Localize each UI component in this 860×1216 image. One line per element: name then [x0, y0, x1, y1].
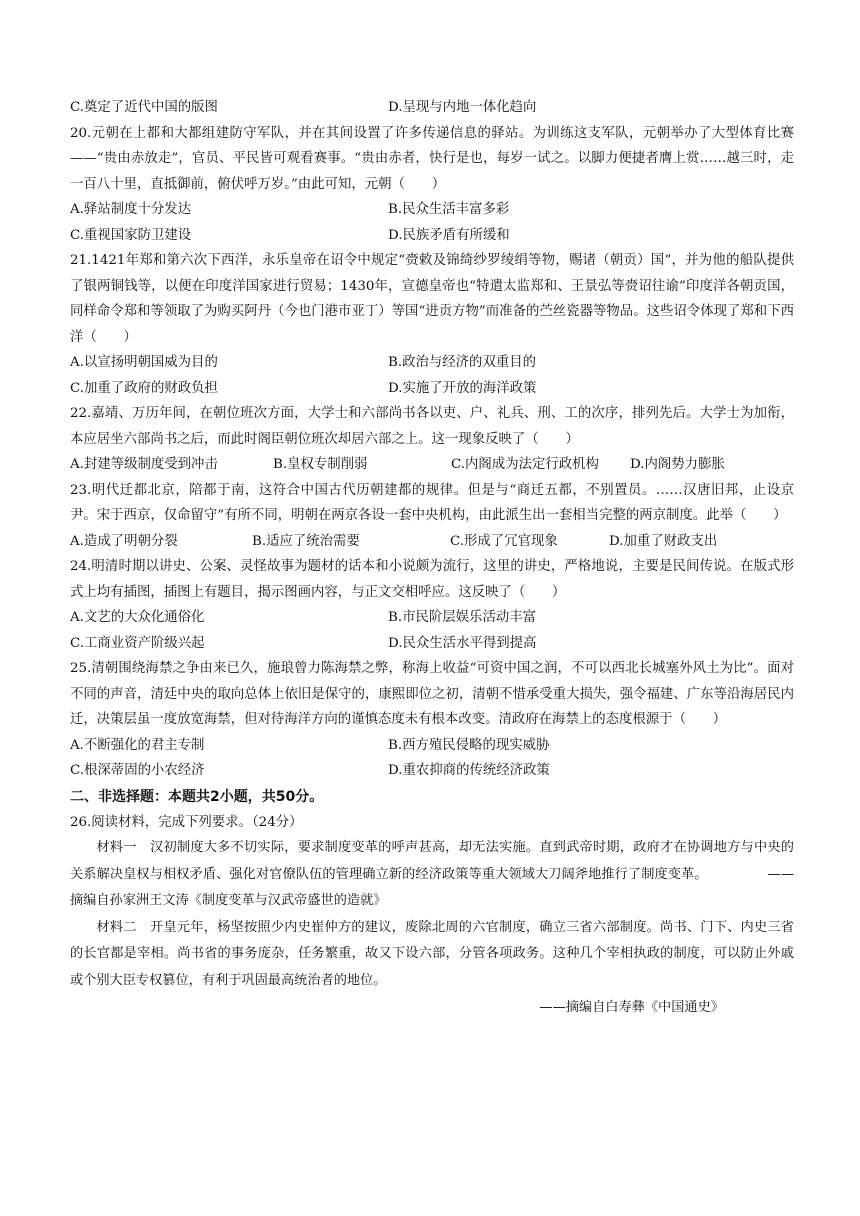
q24-option-a: A.文艺的大众化通俗化	[70, 610, 205, 625]
q20-option-d: D.民族矛盾有所缓和	[388, 227, 510, 243]
q25-options-row-2	[70, 758, 794, 784]
q24-stem: 24.明清时期以讲史、公案、灵怪故事为题材的话本和小说颇为流行，这里的讲史，严格地说，主要是民间传说。在版式形式上均有插图，插图上有题目，揭示图画内容，与正文交相呼应。这反映了（ ）	[70, 559, 794, 600]
q25-option-b: B.西方殖民侵略的现实威胁	[388, 737, 550, 753]
q22-stem: 22.嘉靖、万历年间，在朝位班次方面，大学士和六部尚书各以吏、户、礼兵、刑、工的次序，排列先后。大学士为加衔，本应居坐六部尚书之后，而此时阁臣朝位班次却居六部之上。这一现象反映了（ ）	[70, 406, 794, 447]
q21-stem: 21.1421年郑和第六次下西洋，永乐皇帝在诏令中规定“赍敕及锦绮纱罗绫绢等物，赐诸（朝贡）国”，并为他的船队提供了银两铜钱等，以便在印度洋国家进行贸易；1430年，宣德皇帝也“特遣太监郑和、王景弘等赍诏往谕”印度洋各朝贡国，同样命令郑和等领取了为购买阿丹（今也门港市亚丁）等国“进贡方物”而准备的苎丝瓷器等物品。这些诏令体现了郑和下西洋（ ）	[70, 253, 794, 345]
q20-option-b: B.民众生活丰富多彩	[388, 202, 510, 217]
q20-options-row-1	[70, 197, 794, 223]
q22-option-c: C.内阁成为法定行政机构	[451, 457, 599, 472]
q24-options-row-1	[70, 605, 794, 631]
q26-material-2-source: ——摘编自白寿彝《中国通史》	[539, 1000, 724, 1015]
q25-options-row-1	[70, 733, 794, 759]
q21-option-c: C.加重了政府的财政负担	[70, 380, 218, 396]
q20-option-c: C.重视国家防卫建设	[70, 227, 192, 243]
q23-option-c: C.形成了冗官现象	[450, 533, 558, 549]
q23-option-d: D.加重了财政支出	[609, 533, 718, 549]
q24-options-row-2	[70, 631, 794, 657]
exam-page	[70, 95, 794, 1022]
q19-option-d: D.呈现与内地一体化趋向	[388, 100, 537, 115]
q21-option-d: D.实施了开放的海洋政策	[388, 380, 537, 396]
q26-material-2: 材料二 开皇元年，杨坚按照少内史崔仲方的建议，废除北周的六官制度，确立三省六部制度。尚书、门下、内史三省的长官都是宰相。尚书省的事务庞杂，任务繁重，故又下设六部，分管各项政务。这种几个宰相执政的制度，可以防止外戚或个别大臣专权篡位，有利于巩固最高统治者的地位。	[70, 919, 794, 988]
q25-stem: 25.清朝围绕海禁之争由来已久，施琅曾力陈海禁之弊，称海上收益“可资中国之润，不可以西北长城塞外风土为比”。面对不同的声音，清廷中央的取向总体上依旧是保守的，康熙即位之初，清朝不惜承受重大损失，强令福建、广东等沿海居民内迁，决策层虽一度放宽海禁，但对待海洋方向的谨慎态度未有根本改变。清政府在海禁上的态度根源于（ ）	[70, 661, 794, 727]
q24-option-c: C.工商业资产阶级兴起	[70, 635, 205, 651]
q25-option-d: D.重农抑商的传统经济政策	[388, 763, 550, 778]
section-2-title: 二、非选择题：本题共2小题，共50分。	[70, 788, 324, 805]
q22-option-b: B.皇权专制削弱	[273, 457, 368, 472]
q21-options-row-1	[70, 350, 794, 376]
q26-material-1	[70, 835, 794, 915]
q21-option-b: B.政治与经济的双重目的	[388, 355, 537, 370]
q26-material-1-text: 材料一 汉初制度大多不切实际，要求制度变革的呼声甚高，却无法实施。直到武帝时期，政府才在协调地方与中央的关系解决皇权与相权矛盾、强化对官僚队伍的管理确立新的经济政策等重大领域大刀阔斧地推行了制度变革。	[70, 840, 794, 882]
q24-option-b: B.市民阶层娱乐活动丰富	[388, 610, 537, 625]
q19-option-c: C.奠定了近代中国的版图	[70, 100, 218, 115]
q22-option-a: A.封建等级制度受到冲击	[70, 457, 218, 472]
q26-material-1-source: ——摘编自孙家洲王文涛《制度变革与汉武帝盛世的造就》	[70, 866, 794, 908]
q26-stem: 26.阅读材料，完成下列要求。（24分）	[70, 814, 303, 830]
q20-options-row-2	[70, 223, 794, 249]
q25-option-a: A.不断强化的君主专制	[70, 737, 205, 753]
q22-options-row	[70, 452, 794, 478]
q23-option-b: B.适应了统治需要	[252, 533, 360, 549]
q23-option-a: A.造成了明朝分裂	[70, 533, 178, 549]
q25-option-c: C.根深蒂固的小农经济	[70, 763, 205, 778]
q22-option-d: D.内阁势力膨胀	[630, 457, 725, 472]
q21-option-a: A.以宣扬明朝国威为目的	[70, 355, 218, 370]
q21-options-row-2	[70, 376, 794, 402]
q23-options-row	[70, 529, 794, 555]
q20-stem: 20.元朝在上都和大都组建防守军队，并在其间设置了许多传递信息的驿站。为训练这支军队，元朝举办了大型体育比赛——“贵由赤放走”，官员、平民皆可观看赛事。“贵由赤者，快行是也，每岁一试之。以脚力便捷者膺上赏……越三时，走一百八十里，直抵御前，俯伏呼万岁。”由此可知，元朝（ ）	[70, 125, 794, 192]
q19-options-row	[70, 95, 794, 121]
q24-option-d: D.民众生活水平得到提高	[388, 635, 537, 651]
q20-option-a: A.驿站制度十分发达	[70, 202, 192, 217]
q23-stem: 23.明代迁都北京，陪都于南，这符合中国古代历朝建都的规律。但是与“商迁五都，不别置员。……汉唐旧邦，止设京尹。宋于西京，仅命留守”有所不同，明朝在两京各设一套中央机构，由此派生出一套相当完整的两京制度。此举（ ）	[70, 482, 794, 523]
